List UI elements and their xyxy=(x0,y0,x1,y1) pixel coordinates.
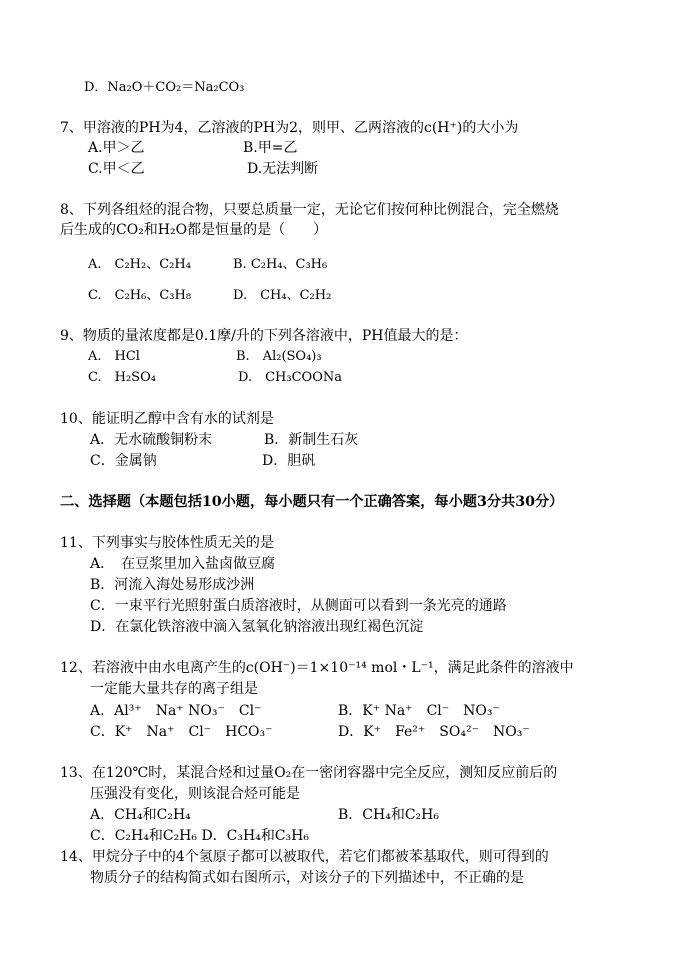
q10-option-a: A．无水硫酸铜粉末 xyxy=(90,432,213,448)
q11-option-c: C．一束平行光照射蛋白质溶液时，从侧面可以看到一条光亮的通路 xyxy=(90,598,507,614)
q14-stem-line2: 物质分子的结构简式如右图所示，对该分子的下列描述中，不正确的是 xyxy=(90,870,524,886)
section-2-heading: 二、选择题（本题包括10小题，每小题只有一个正确答案，每小题3分共30分） xyxy=(60,494,564,510)
q7-stem: 7、甲溶液的PH为4，乙溶液的PH为2，则甲、乙两溶液的c(H⁺)的大小为 xyxy=(60,120,519,136)
q7-option-a: A.甲＞乙 xyxy=(88,140,145,156)
q10-option-b: B．新制生石灰 xyxy=(264,432,359,448)
q12-option-b: B．K⁺ Na⁺ Cl⁻ NO₃⁻ xyxy=(338,703,500,719)
q13-option-c-d: C．C₂H₄和C₂H₆ D．C₃H₄和C₃H₆ xyxy=(90,828,309,844)
q10-stem: 10、能证明乙醇中含有水的试剂是 xyxy=(60,411,274,427)
q11-option-b: B．河流入海处易形成沙洲 xyxy=(90,577,255,593)
q12-stem-line2: 一定能大量共存的离子组是 xyxy=(90,681,258,697)
q12-option-a: A．Al³⁺ Na⁺ NO₃⁻ Cl⁻ xyxy=(90,703,262,719)
q8-stem-line1: 8、下列各组烃的混合物，只要总质量一定，无论它们按何种比例混合，完全燃烧 xyxy=(60,202,559,218)
q12-stem-line1: 12、若溶液中由水电离产生的c(OH⁻)＝1×10⁻¹⁴ mol・L⁻¹，满足此条件的溶液中 xyxy=(60,660,574,676)
q8-option-d: D. CH₄、C₂H₂ xyxy=(233,288,332,303)
q8-option-b: B. C₂H₄、C₃H₆ xyxy=(233,257,328,272)
q9-stem: 9、物质的量浓度都是0.1摩/升的下列各溶液中，PH值最大的是： xyxy=(60,328,468,344)
q13-stem-line1: 13、在120℃时，某混合烃和过量O₂在一密闭容器中完全反应，测知反应前后的 xyxy=(60,765,558,781)
q9-option-b: B. Al₂(SO₄)₃ xyxy=(236,349,322,364)
q7-option-c: C.甲＜乙 xyxy=(88,161,145,177)
q9-option-c: C. H₂SO₄ xyxy=(88,370,156,385)
q8-stem-line2: 后生成的CO₂和H₂O都是恒量的是（ ） xyxy=(60,222,328,238)
q14-stem-line1: 14、甲烷分子中的4个氢原子都可以被取代，若它们都被苯基取代，则可得到的 xyxy=(60,849,549,865)
q7-option-b: B.甲=乙 xyxy=(243,140,298,156)
q12-option-c: C．K⁺ Na⁺ Cl⁻ HCO₃⁻ xyxy=(90,724,273,740)
q10-option-c: C．金属钠 xyxy=(90,453,157,469)
q13-stem-line2: 压强没有变化，则该混合烃可能是 xyxy=(90,786,300,802)
q12-option-d: D．K⁺ Fe²⁺ SO₄²⁻ NO₃⁻ xyxy=(338,724,530,740)
q11-stem: 11、下列事实与胶体性质无关的是 xyxy=(60,535,274,551)
q7-option-d: D.无法判断 xyxy=(247,161,319,177)
q10-option-d: D．胆矾 xyxy=(262,453,316,469)
q8-option-a: A. C₂H₂、C₂H₄ xyxy=(88,257,191,272)
q9-option-d: D. CH₃COONa xyxy=(238,370,342,385)
q8-option-c: C. C₂H₆、C₃H₈ xyxy=(88,288,192,303)
q11-option-a: A． 在豆浆里加入盐卤做豆腐 xyxy=(90,556,276,572)
q13-option-a: A．CH₄和C₂H₄ xyxy=(90,807,191,823)
q13-option-b: B．CH₄和C₂H₆ xyxy=(338,807,439,823)
q9-option-a: A. HCl xyxy=(88,349,140,364)
q6-option-d: D．Na₂O＋CO₂＝Na₂CO₃ xyxy=(84,80,245,95)
q11-option-d: D．在氯化铁溶液中滴入氢氧化钠溶液出现红褐色沉淀 xyxy=(90,619,424,635)
